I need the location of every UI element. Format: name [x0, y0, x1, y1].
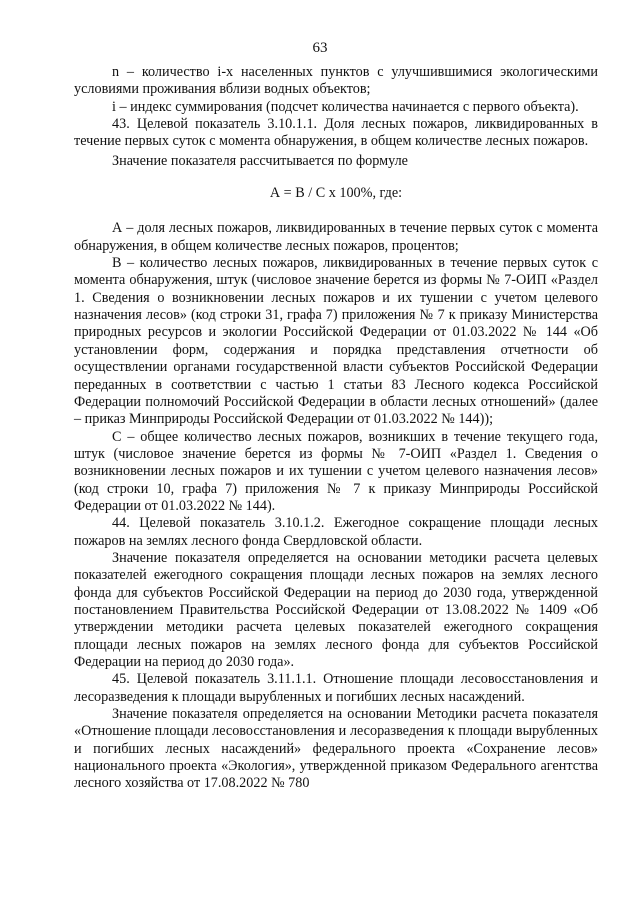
paragraph-i-definition: i – индекс суммирования (подсчет количества начинается с первого объекта). [112, 98, 579, 115]
paragraph-a-definition: А – доля лесных пожаров, ликвидированных в течение первых суток с момента обнаружения, в общем количестве лесных пожаров, процентов; [74, 220, 598, 254]
paragraph-indicator-45-method: Значение показателя определяется на основании Методики расчета показателя «Отношение площади лесовосстановления и лесоразведения к площади вырубленных и погибших лесных насаждений» федерального проекта «Сохранение лесов» национального проекта «Экология», утвержденной приказом Федерального агентства лесного хозяйства от 17.08.2022 № 780 [74, 706, 598, 792]
paragraph-indicator-44: 44. Целевой показатель 3.10.1.2. Ежегодное сокращение площади лесных пожаров на землях лесного фонда Свердловской области. [74, 515, 598, 549]
paragraph-indicator-44-method: Значение показателя определяется на основании методики расчета целевых показателей ежегодного сокращения площади лесных пожаров на землях лесного фонда для субъектов Российской Федерации на период до 2030 года, утвержденной постановлением Правительства Российской Федерации от 13.08.2022 № 1409 «Об утверждении методики расчета целевых показателей ежегодного сокращения площади лесных пожаров на землях лесного фонда для субъектов Российской Федерации на период до 2030 года». [74, 549, 598, 670]
paragraph-b-definition: В – количество лесных пожаров, ликвидированных в течение первых суток с момента обнаружения, штук (числовое значение берется из формы № 7-ОИП «Раздел 1. Сведения о возникновении лесных пожаров и их тушении с учетом целевого назначения лесов» (код строки 31, графа 7) приложения № 7 к приказу Министерства природных ресурсов и экологии Российской Федерации от 01.03.2022 № 144 «Об установлении форм, содержания и порядка представления отчетности об осуществлении органами государственной власти субъектов Российской Федерации переданных в соответствии с частью 1 статьи 83 Лесного кодекса Российской Федерации полномочий Российской Федерации в области лесных отношений» (далее – приказ Минприроды Российской Федерации от 01.03.2022 № 144)); [74, 255, 598, 428]
paragraph-c-definition: С – общее количество лесных пожаров, возникших в течение текущего года, штук (числовое значение берется из формы № 7-ОИП «Раздел 1. Сведения о возникновении лесных пожаров и их тушении с учетом целевого назначения лесов» (код строки 10, графа 7) приложения № 7 к приказу Минприроды Российской Федерации от 01.03.2022 № 144). [74, 428, 598, 514]
paragraph-formula-intro: Значение показателя рассчитывается по формуле [112, 152, 408, 169]
page-number: 63 [312, 40, 328, 56]
paragraph-indicator-43: 43. Целевой показатель 3.10.1.1. Доля лесных пожаров, ликвидированных в течение первых суток с момента обнаружения, в общем количестве лесных пожаров. [74, 116, 598, 150]
paragraph-indicator-45: 45. Целевой показатель 3.11.1.1. Отношение площади лесовосстановления и лесоразведения к площади вырубленных и погибших лесных насаждений. [74, 671, 598, 705]
document-body [74, 64, 598, 793]
formula: А = В / С х 100%, где: [269, 185, 403, 202]
paragraph-n-definition: n – количество i-х населенных пунктов с улучшившимися экологическими условиями проживания вблизи водных объектов; [74, 64, 598, 98]
